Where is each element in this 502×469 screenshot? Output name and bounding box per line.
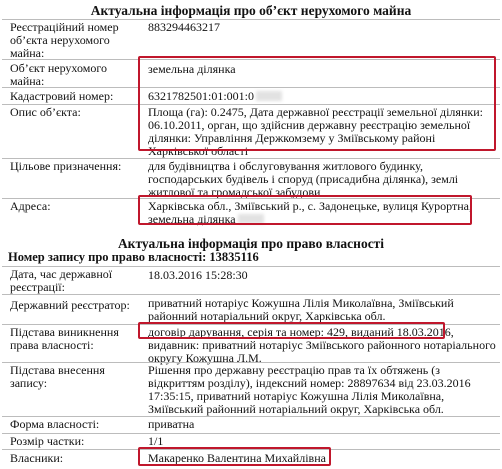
address-value: Харківська обл., Зміївський р., с. Задонецьке, вулиця Курортна, земельна ділянка [148, 199, 472, 226]
address-highlight-box [138, 195, 472, 225]
object-highlight-box [138, 56, 496, 151]
date-label: Дата, час державної реєстрації: [10, 267, 113, 294]
object-value: земельна ділянка [148, 62, 236, 76]
record-number-heading [8, 250, 259, 264]
entry-basis-value: Рішення про державну реєстрацію прав та їх обтяжень (з відкриттям розділу), індексний номер: 28897634 від 23.03.2016 17:35:15, приватний нотаріус Кожушна Лілія Миколаївна, Зміївський районний нотаріальний округ, Харківська обл. [148, 363, 471, 416]
purpose-value: для будівництва і обслуговування житлового будинку, господарських будівель і споруд (присадибна ділянка), землі житлової та громадської забудови [148, 159, 459, 199]
record-number-value: 13835116 [209, 250, 259, 264]
owners-value: Макаренко Валентина Михайлівна [148, 451, 326, 465]
ownership-form-label: Форма власності: [10, 417, 100, 431]
purpose-row [2, 158, 500, 198]
entry-basis-label: Підстава внесення запису: [10, 363, 105, 390]
basis-value-rest: видавник: приватний нотаріус Зміївського районного нотаріального округу Кожушна Л.М. [148, 338, 496, 365]
record-number-label: Номер запису про право власності: [8, 250, 207, 264]
basis-label: Підстава виникнення права власності: [10, 325, 119, 352]
description-value: Площа (га): 0.2475, Дата державної реєстрації земельної ділянки: 06.10.2011, орган, що здійснив державну реєстрацію земельної ділянки: Управління Держкомзему у Зміївському районі Харківської області [148, 105, 483, 158]
share-label: Розмір частки: [10, 434, 85, 448]
date-row [2, 266, 500, 294]
object-label: Об’єкт нерухомого майна: [10, 61, 107, 88]
cadastral-label: Кадастровий номер: [10, 89, 114, 103]
reg-number-value: 883294463217 [148, 20, 220, 34]
registrar-value: приватний нотаріус Кожушна Лілія Миколаївна, Зміївський районний нотаріальний округ, Харківська обл. [148, 296, 454, 323]
registrar-label: Державний реєстратор: [10, 298, 130, 312]
ownership-form-row [2, 416, 500, 433]
basis-value-line1: договір дарування, серія та номер: 429, виданий 18.03.2016, [148, 325, 454, 339]
reg-number-row [2, 19, 500, 59]
basis-highlight-box [138, 322, 445, 339]
ownership-section-title: Актуальна інформація про право власності [117, 236, 385, 251]
share-value: 1/1 [148, 434, 164, 448]
owners-label: Власники: [10, 451, 64, 465]
entry-basis-row [2, 362, 500, 417]
reg-number-label: Реєстраційний номер об’єкта нерухомого майна: [10, 20, 119, 60]
ownership-form-value: приватна [148, 417, 195, 431]
purpose-label: Цільове призначення: [10, 159, 122, 173]
description-label: Опис об’єкта: [10, 105, 81, 119]
registrar-row [2, 294, 500, 324]
owners-highlight-box [138, 447, 331, 466]
cadastral-value: 6321782501:01:001:0 [148, 89, 255, 103]
address-label: Адреса: [10, 199, 51, 213]
object-section-title: Актуальна інформація про об’єкт нерухомого майна [90, 3, 412, 18]
date-value: 18.03.2016 15:28:30 [148, 268, 248, 282]
